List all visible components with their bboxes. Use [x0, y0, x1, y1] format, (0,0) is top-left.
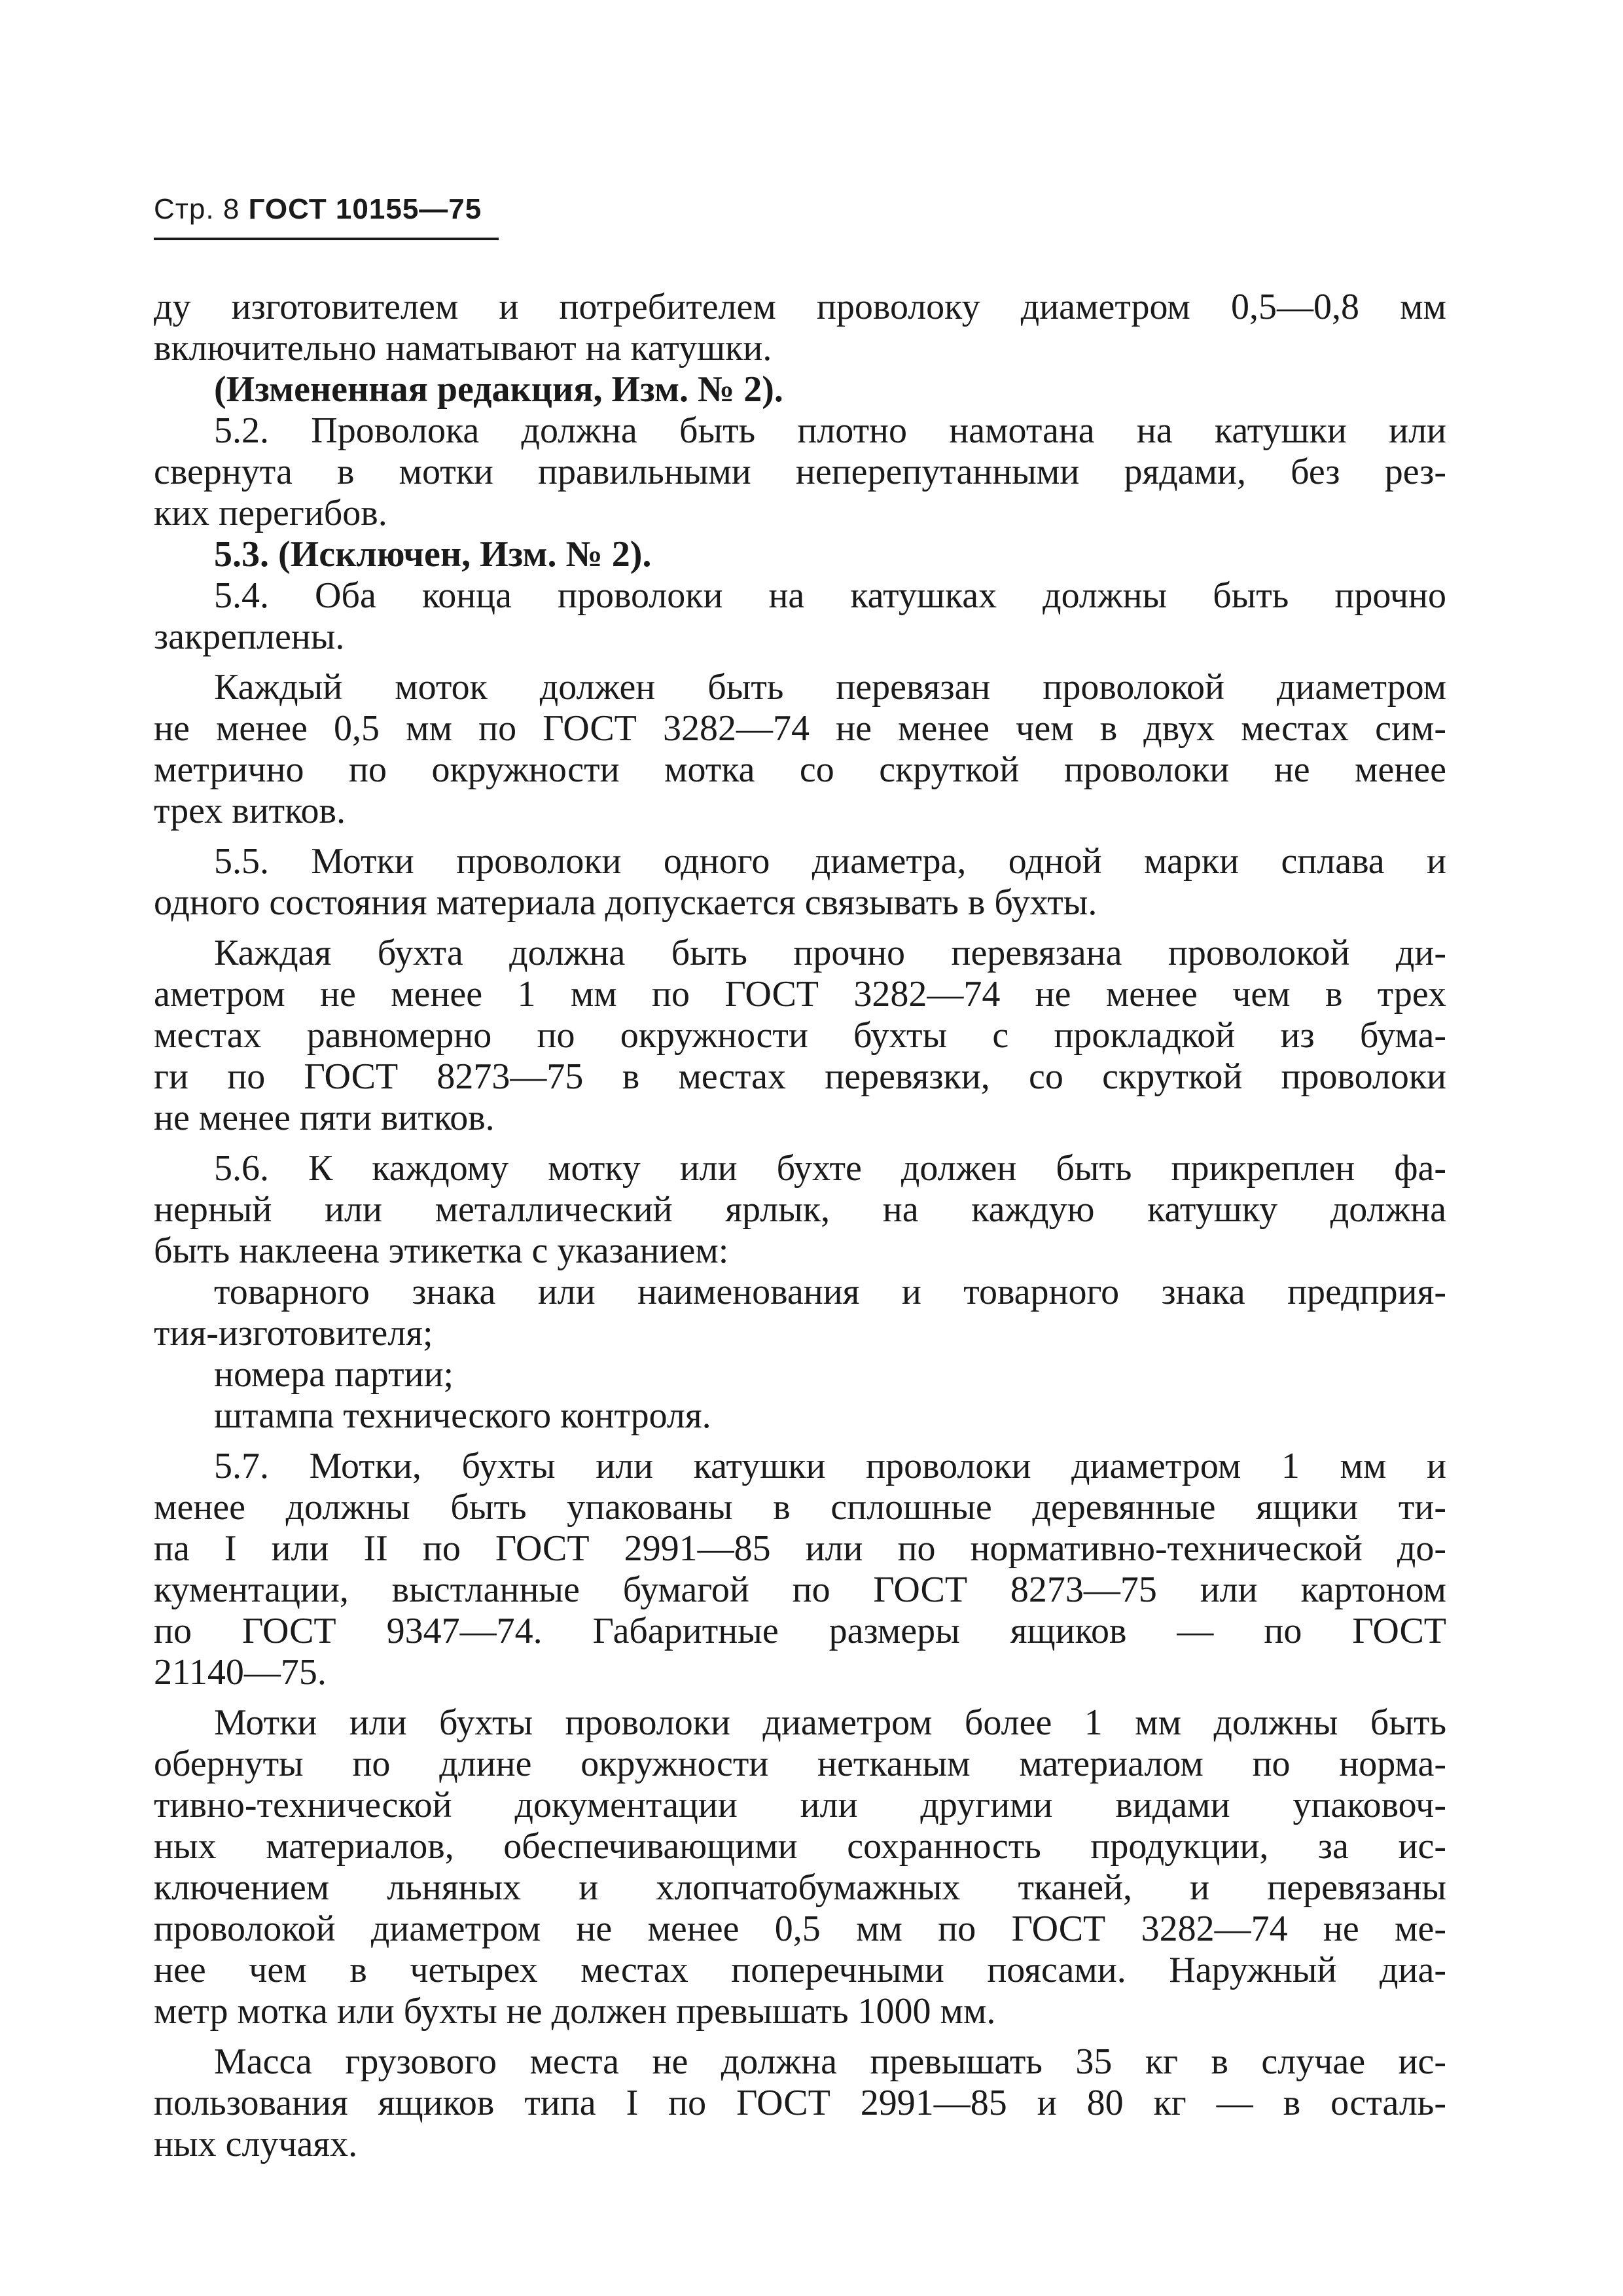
text-line: тивно-технической документации или другими видами упаковоч- [154, 1785, 1446, 1825]
text-line: 5.6. К каждому мотку или бухте должен быть прикреплен фа- [214, 1148, 1446, 1189]
text-line: не менее пяти витков. [154, 1098, 495, 1138]
text-line: Мотки или бухты проволоки диаметром более 1 мм должны быть [214, 1702, 1446, 1743]
text-line: ключением льняных и хлопчатобумажных тканей, и перевязаны [154, 1867, 1446, 1908]
text-line: включительно наматывают на катушки. [154, 328, 772, 368]
text-line: аметром не менее 1 мм по ГОСТ 3282—74 не менее чем в трех [154, 974, 1446, 1014]
page-label: Стр. 8 [154, 193, 240, 225]
text-line: менее должны быть упакованы в сплошные деревянные ящики ти- [154, 1487, 1446, 1528]
list-item: штампа технического контроля. [214, 1395, 711, 1436]
text-line: обернуты по длине окружности нетканым материалом по норма- [154, 1744, 1446, 1784]
text-line: Каждая бухта должна быть прочно перевязана проволокой ди- [214, 933, 1446, 973]
text-line: закреплены. [154, 617, 345, 657]
list-item: товарного знака или наименования и товарного знака предприя- [214, 1272, 1446, 1312]
text-line: не менее 0,5 мм по ГОСТ 3282—74 не менее чем в двух местах сим- [154, 708, 1446, 749]
text-line: метр мотка или бухты не должен превышать 1000 мм. [154, 1991, 996, 2032]
text-line: трех витков. [154, 791, 346, 831]
excluded-clause: 5.3. (Исключен, Изм. № 2). [214, 534, 652, 575]
text-line: 5.7. Мотки, бухты или катушки проволоки диаметром 1 мм и [214, 1446, 1446, 1486]
document-body [154, 287, 1446, 2165]
text-line: ных случаях. [154, 2124, 358, 2164]
document-id: ГОСТ 10155—75 [248, 193, 482, 225]
text-line: проволокой диаметром не менее 0,5 мм по ГОСТ 3282—74 не ме- [154, 1909, 1446, 1949]
text-line: пользования ящиков типа I по ГОСТ 2991—85 и 80 кг — в осталь- [154, 2083, 1446, 2123]
text-line: ду изготовителем и потребителем проволоку диаметром 0,5—0,8 мм [154, 287, 1446, 327]
text-line: местах равномерно по окружности бухты с прокладкой из бума- [154, 1015, 1446, 1056]
text-line: Каждый моток должен быть перевязан проволокой диаметром [214, 667, 1446, 708]
text-line: ги по ГОСТ 8273—75 в местах перевязки, со скруткой проволоки [154, 1056, 1446, 1097]
text-line: па I или II по ГОСТ 2991—85 или по нормативно-технической до- [154, 1528, 1446, 1569]
text-line: 21140—75. [154, 1652, 327, 1693]
header-rule [154, 238, 499, 240]
text-line: кументации, выстланные бумагой по ГОСТ 8273—75 или картоном [154, 1570, 1446, 1610]
text-line: одного состояния материала допускается связывать в бухты. [154, 882, 1097, 923]
text-line: быть наклеена этикетка с указанием: [154, 1230, 729, 1271]
text-line: нее чем в четырех местах поперечными поясами. Наружный диа- [154, 1950, 1446, 1990]
list-item: номера партии; [214, 1354, 454, 1395]
text-line: ких перегибов. [154, 493, 387, 533]
text-line: метрично по окружности мотка со скруткой проволоки не менее [154, 749, 1446, 790]
text-line: 5.5. Мотки проволоки одного диаметра, одной марки сплава и [214, 841, 1446, 882]
text-line: тия-изготовителя; [154, 1313, 433, 1354]
revision-note: (Измененная редакция, Изм. № 2). [214, 369, 783, 410]
text-line: ных материалов, обеспечивающими сохранность продукции, за ис- [154, 1826, 1446, 1867]
running-header [154, 193, 482, 226]
text-line: по ГОСТ 9347—74. Габаритные размеры ящиков — по ГОСТ [154, 1611, 1446, 1651]
text-line: нерный или металлический ярлык, на каждую катушку должна [154, 1189, 1446, 1230]
text-line: 5.2. Проволока должна быть плотно намотана на катушки или [214, 410, 1446, 451]
text-line: Масса грузового места не должна превышать 35 кг в случае ис- [214, 2041, 1446, 2082]
text-line: 5.4. Оба конца проволоки на катушках должны быть прочно [214, 575, 1446, 616]
text-line: свернута в мотки правильными неперепутанными рядами, без рез- [154, 452, 1446, 492]
